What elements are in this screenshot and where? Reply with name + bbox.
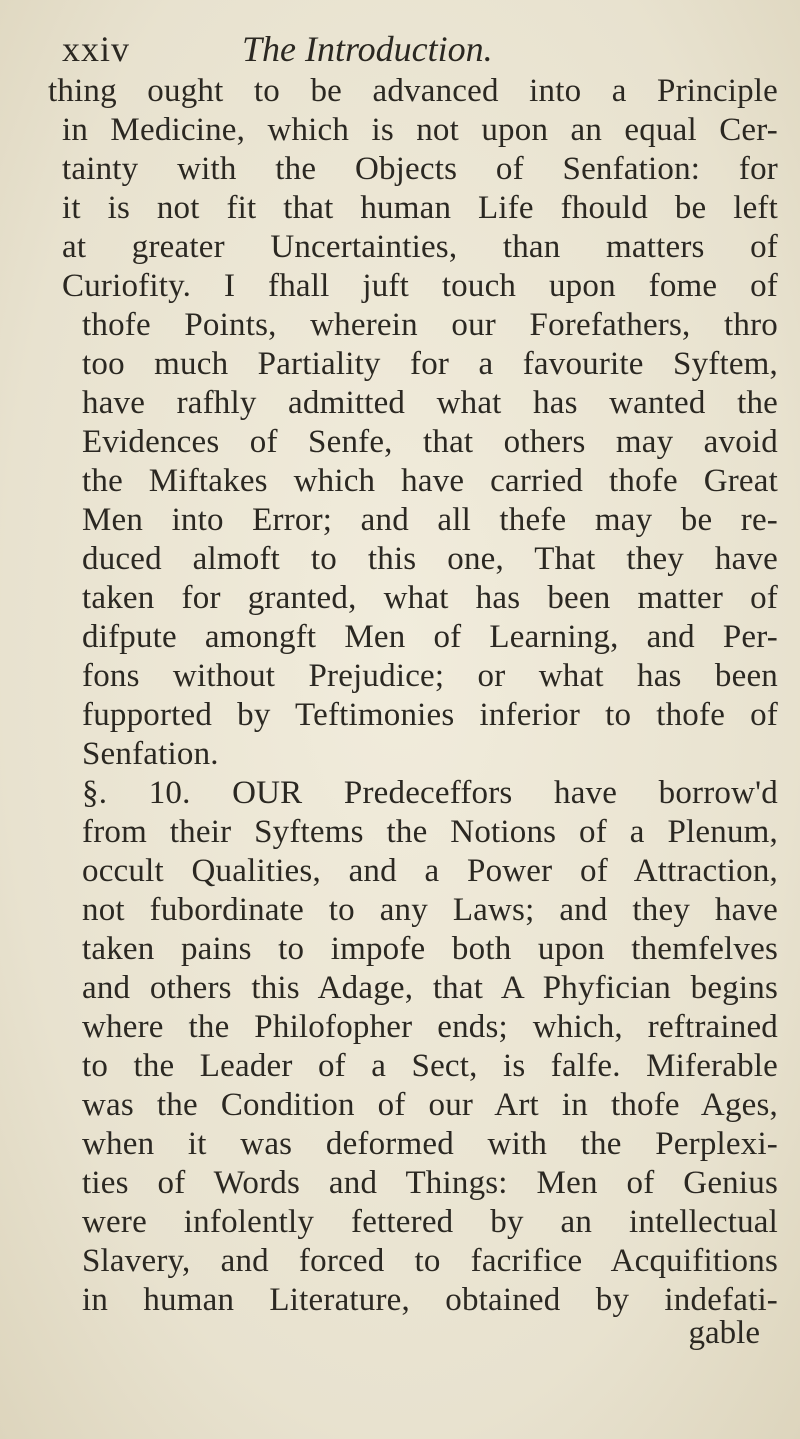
text-line: the Miftakes which have carried thofe Great	[82, 463, 778, 499]
text-line: were infolently fettered by an intellectual	[82, 1204, 778, 1240]
text-line: tainty with the Objects of Senfation: for	[62, 151, 778, 187]
page-number: xxiv	[62, 29, 131, 69]
text-line: to the Leader of a Sect, is falfe. Miferable	[82, 1048, 778, 1084]
catchword: gable	[688, 1315, 760, 1351]
text-line: ties of Words and Things: Men of Genius	[82, 1165, 778, 1201]
text-line: thofe Points, wherein our Forefathers, thro	[82, 307, 778, 343]
text-line: difpute amongft Men of Learning, and Per-	[82, 619, 778, 655]
text-line: fupported by Teftimonies inferior to thofe of	[82, 697, 778, 733]
text-line: at greater Uncertainties, than matters of	[62, 229, 778, 265]
text-line: Men into Error; and all thefe may be re-	[82, 502, 778, 538]
text-line: fons without Prejudice; or what has been	[82, 658, 778, 694]
section-heading-line: §. 10. OUR Predeceffors have borrow'd	[82, 775, 778, 811]
text-line: in human Literature, obtained by indefati-	[82, 1282, 778, 1318]
text-line: when it was deformed with the Perplexi-	[82, 1126, 778, 1162]
text-line: not fubordinate to any Laws; and they have	[82, 892, 778, 928]
text-line: in Medicine, which is not upon an equal Cer-	[62, 112, 778, 148]
running-title: The Introduction.	[242, 29, 493, 69]
body-text	[48, 72, 778, 1320]
text-line: too much Partiality for a favourite Syftem,	[82, 346, 778, 382]
text-line: was the Condition of our Art in thofe Ages,	[82, 1087, 778, 1123]
text-line: and others this Adage, that A Phyfician begins	[82, 970, 778, 1006]
text-line: taken for granted, what has been matter of	[82, 580, 778, 616]
text-line: have rafhly admitted what has wanted the	[82, 385, 778, 421]
text-line: duced almoft to this one, That they have	[82, 541, 778, 577]
text-line: taken pains to impofe both upon themfelves	[82, 931, 778, 967]
text-line: thing ought to be advanced into a Principle	[48, 73, 778, 109]
text-line: where the Philofopher ends; which, reftrained	[82, 1009, 778, 1045]
text-line: occult Qualities, and a Power of Attraction,	[82, 853, 778, 889]
text-line: Senfation.	[82, 736, 219, 772]
text-line: Slavery, and forced to facrifice Acquifitions	[82, 1243, 778, 1279]
page-header	[62, 28, 762, 78]
text-line: from their Syftems the Notions of a Plenum,	[82, 814, 778, 850]
text-line: Evidences of Senfe, that others may avoid	[82, 424, 778, 460]
text-line: Curiofity. I fhall juft touch upon fome of	[62, 268, 778, 304]
text-line: it is not fit that human Life fhould be left	[62, 190, 778, 226]
